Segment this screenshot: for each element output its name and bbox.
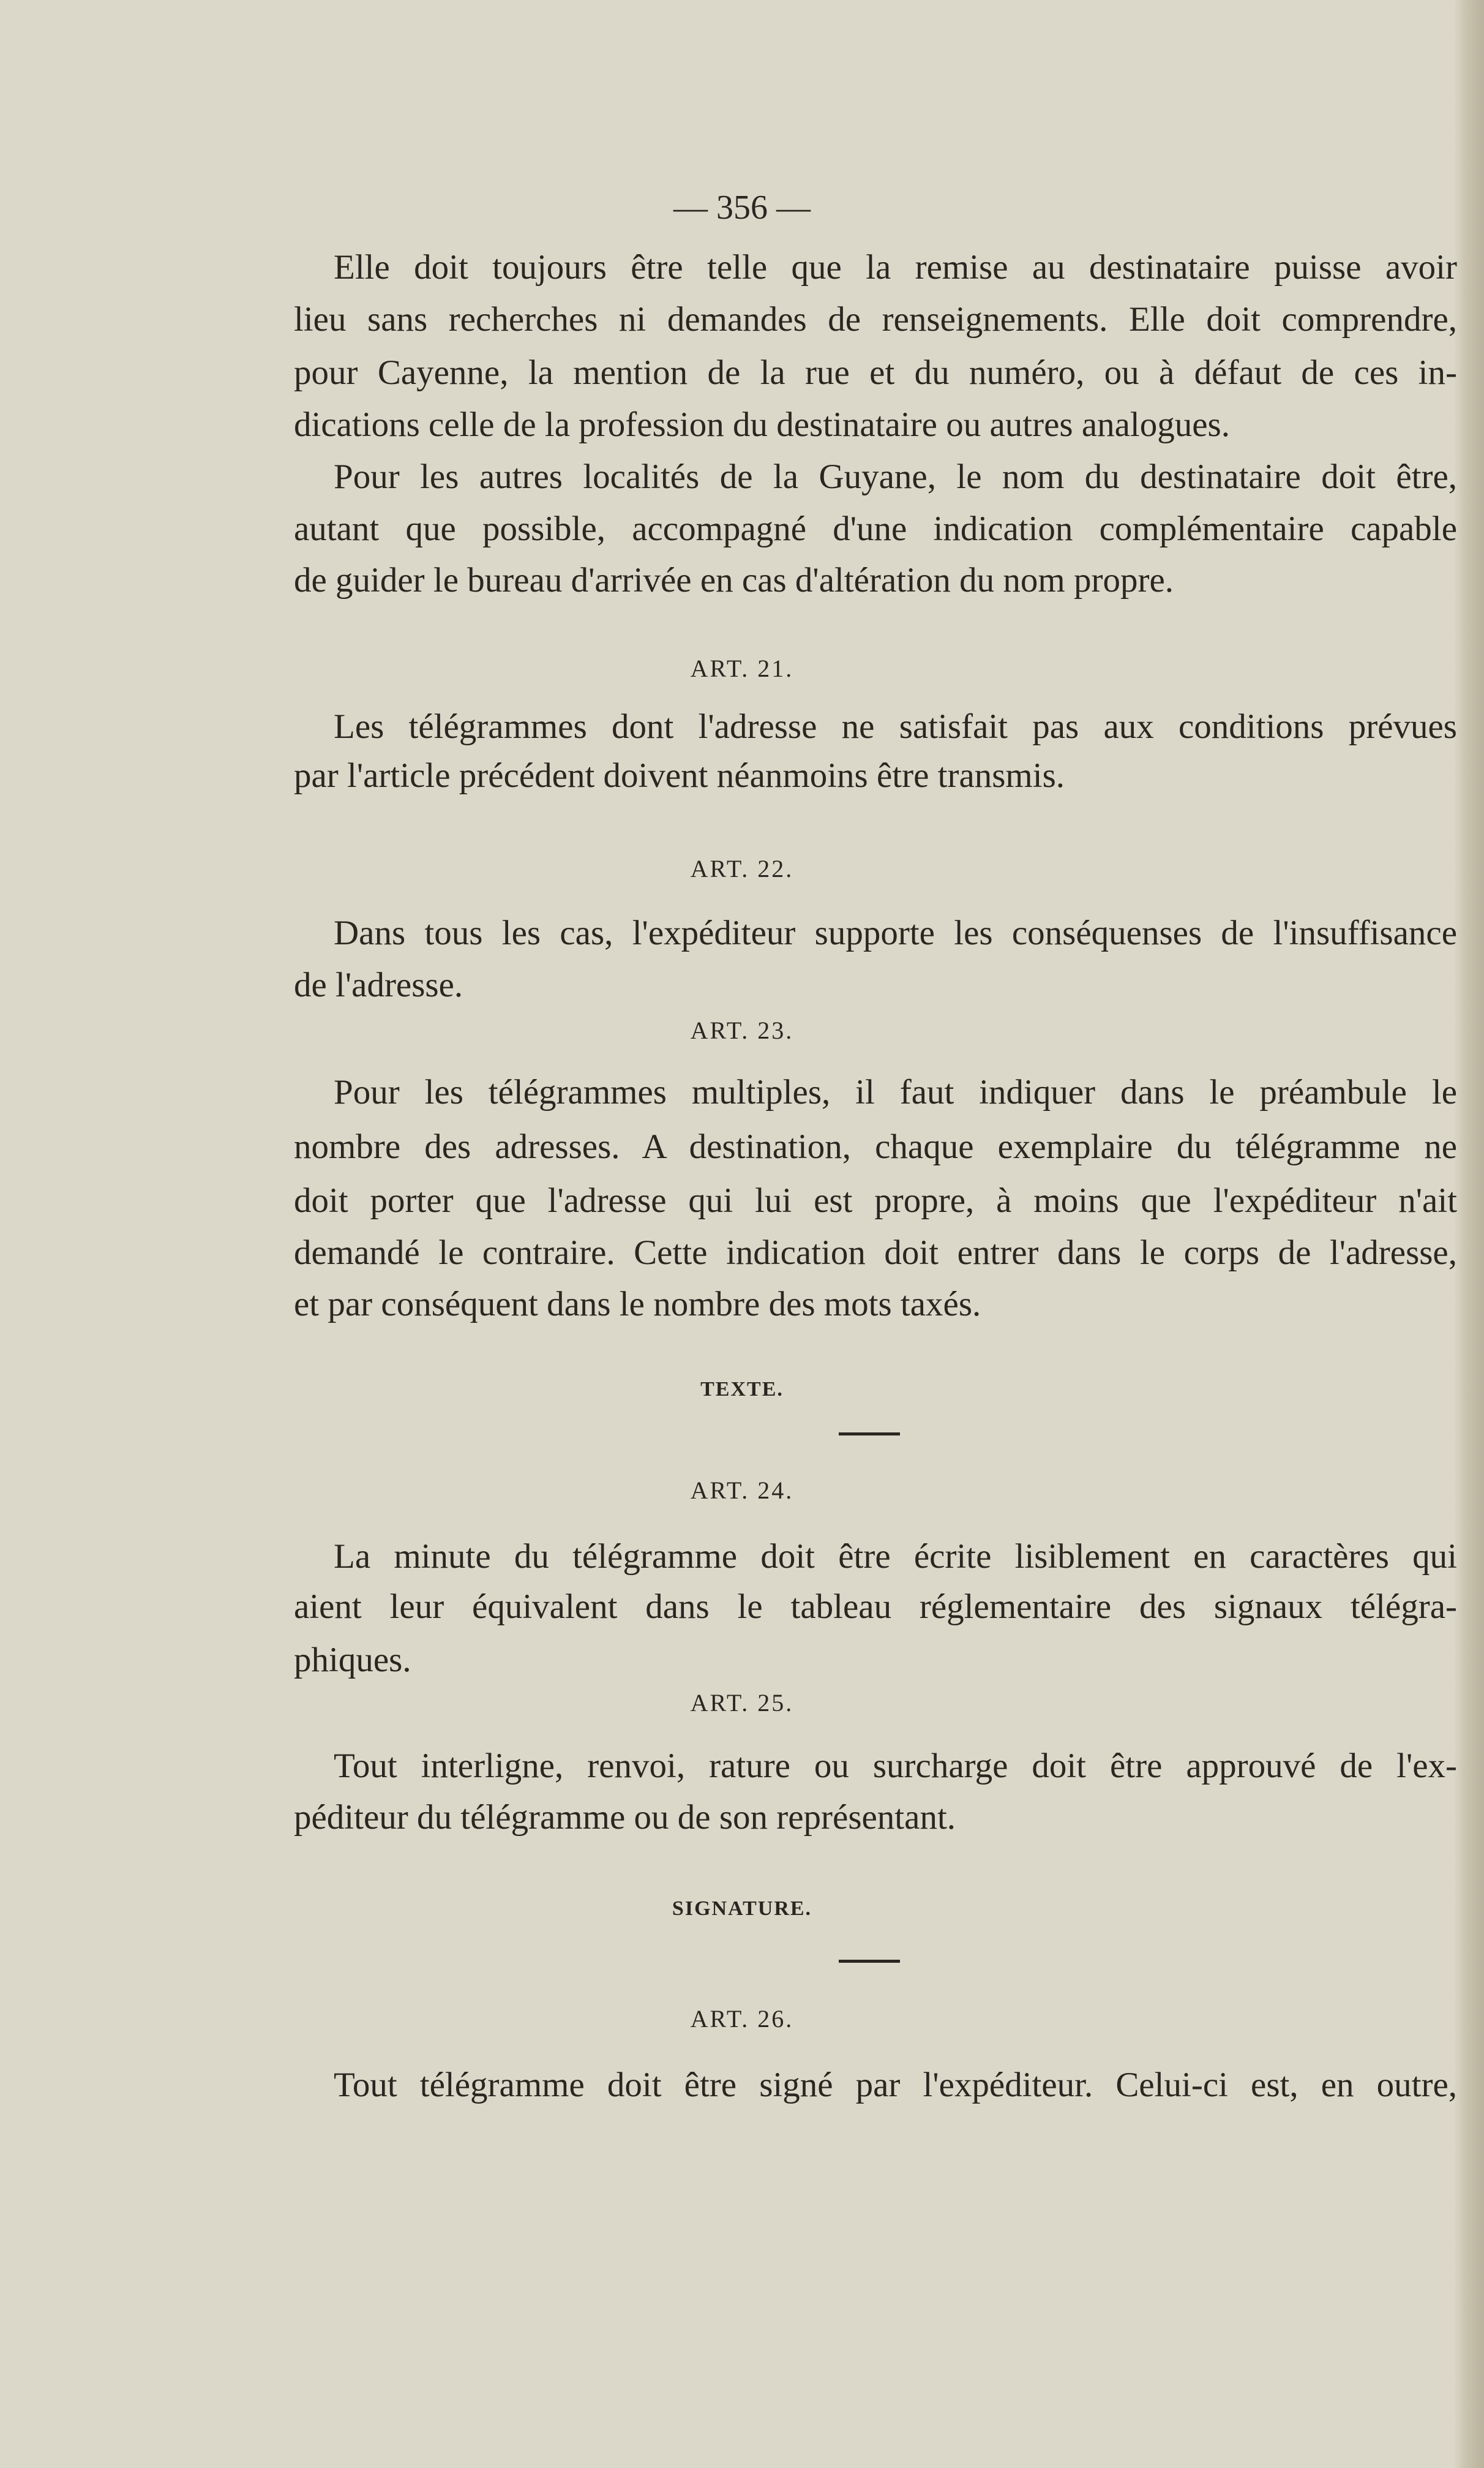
section-heading: TEXTE. (700, 1378, 784, 1401)
text-line: Pour les télégrammes multiples, il faut indiquer dans le préambule le (334, 1073, 1457, 1112)
text-line: Dans tous les cas, l'expéditeur supporte les conséquenses de l'insuffisance (334, 914, 1457, 952)
text-line: Les télégrammes dont l'adresse ne satisfait pas aux conditions prévues (334, 707, 1457, 746)
text-line: péditeur du télégramme ou de son représentant. (294, 1798, 956, 1837)
article-heading: ART. 21. (690, 655, 794, 682)
text-line: de l'adresse. (294, 966, 463, 1004)
article-heading: ART. 25. (690, 1689, 794, 1717)
text-line: et par conséquent dans le nombre des mots taxés. (294, 1285, 981, 1323)
article-heading: ART. 24. (690, 1477, 794, 1504)
text-line: de guider le bureau d'arrivée en cas d'altération du nom propre. (294, 561, 1174, 600)
article-heading: ART. 23. (690, 1017, 794, 1044)
text-line: aient leur équivalent dans le tableau réglementaire des signaux télégra- (294, 1587, 1457, 1626)
text-line: Elle doit toujours être telle que la remise au destinataire puisse avoir (334, 248, 1457, 287)
text-line: par l'article précédent doivent néanmoins être transmis. (294, 756, 1065, 795)
text-line: dications celle de la profession du destinataire ou autres analogues. (294, 405, 1230, 444)
section-rule (839, 1960, 900, 1963)
article-heading: ART. 22. (690, 855, 794, 882)
text-line: nombre des adresses. A destination, chaque exemplaire du télégramme ne (294, 1127, 1457, 1166)
section-heading: SIGNATURE. (672, 1897, 812, 1920)
text-line: phiques. (294, 1641, 411, 1679)
page-number: — 356 — (673, 189, 811, 227)
text-line: autant que possible, accompagné d'une indication complémentaire capable (294, 510, 1457, 548)
text-line: Tout télégramme doit être signé par l'expéditeur. Celui-ci est, en outre, (334, 2066, 1457, 2104)
text-line: doit porter que l'adresse qui lui est propre, à moins que l'expéditeur n'ait (294, 1181, 1457, 1220)
article-heading: ART. 26. (690, 2005, 794, 2033)
text-line: lieu sans recherches ni demandes de renseignements. Elle doit comprendre, (294, 300, 1457, 339)
text-line: demandé le contraire. Cette indication doit entrer dans le corps de l'adresse, (294, 1233, 1457, 1272)
text-line: Tout interligne, renvoi, rature ou surcharge doit être approuvé de l'ex- (334, 1747, 1457, 1785)
section-rule (839, 1432, 900, 1435)
page-edge-shadow (1453, 0, 1484, 2468)
text-line: Pour les autres localités de la Guyane, le nom du destinataire doit être, (334, 457, 1457, 496)
text-line: pour Cayenne, la mention de la rue et du numéro, ou à défaut de ces in- (294, 353, 1457, 392)
text-line: La minute du télégramme doit être écrite lisiblement en caractères qui (334, 1537, 1457, 1576)
